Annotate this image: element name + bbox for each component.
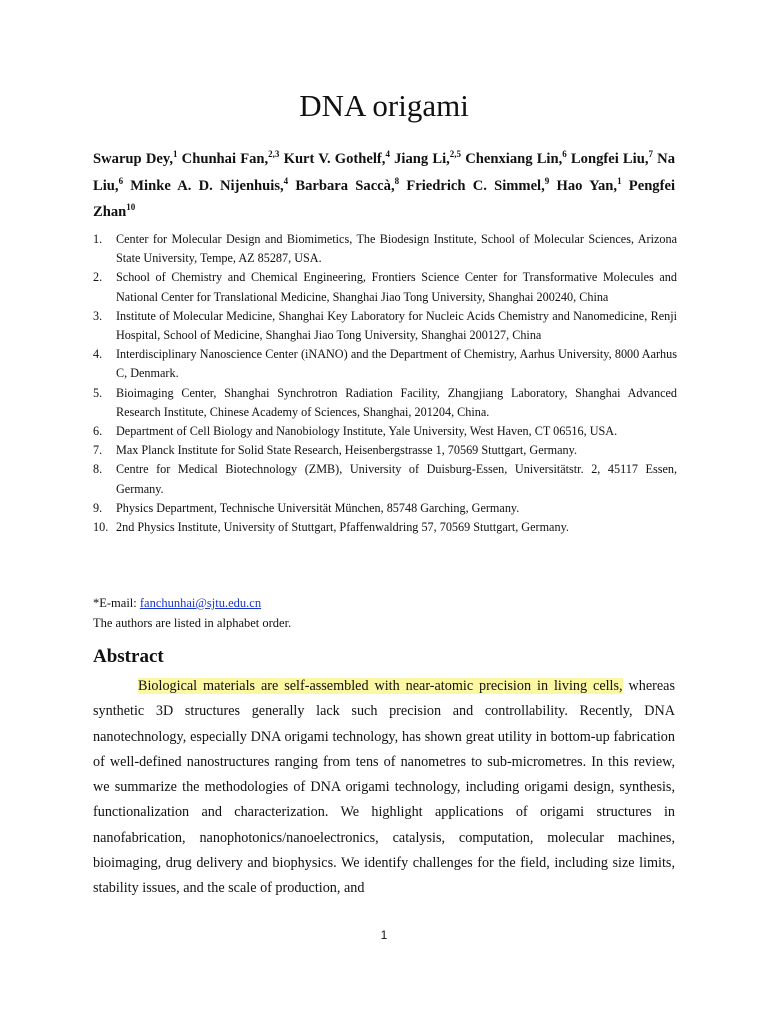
affiliation-item: 3. Institute of Molecular Medicine, Shanghai Key Laboratory for Nucleic Acids Chemistry and Nanomedicine, Renji Hospital, School of Medicine, Shanghai Jiao Tong University, Shanghai 200127, China bbox=[93, 308, 677, 343]
highlighted-sentence: Biological materials are self-assembled with near-atomic precision in living cells, bbox=[138, 678, 623, 694]
email-label: *E-mail: bbox=[93, 596, 140, 610]
author-order-note: The authors are listed in alphabet order. bbox=[93, 615, 292, 630]
author: Swarup Dey,$^1$ bbox=[93, 149, 178, 167]
author: Pengfei Zhan$^{10}$ bbox=[93, 177, 675, 220]
affiliation-item: 4. Interdisciplinary Nanoscience Center (iNANO) and the Department of Chemistry, Aarhus University, 8000 Aarhus C, Denmark. bbox=[93, 347, 677, 381]
affiliation-list bbox=[93, 230, 677, 537]
affiliation-item: 8. Centre for Medical Biotechnology (ZMB), University of Duisburg-Essen, Universitätstr. 2, 45117 Essen, Germany. bbox=[93, 462, 677, 496]
affiliation-item: 9. Physics Department, Technische Universität München, 85748 Garching, Germany. bbox=[93, 500, 520, 515]
author: Hao Yan,$^1$ bbox=[556, 175, 622, 194]
author: Longfei Liu,$^7$ bbox=[570, 149, 653, 167]
author: Na Liu,$^6$ bbox=[93, 151, 675, 194]
paper-title: DNA origami bbox=[299, 88, 469, 123]
email-line bbox=[93, 594, 677, 614]
email-link[interactable]: fanchunhai@sjtu.edu.cn bbox=[139, 596, 262, 610]
abstract-rest: whereas synthetic 3D structures generally lack such precision and controllability. Recently, DNA nanotechnology, especially DNA origami technology, has shown great utility in bottom-up fabrication of well-defined nanostructures ranging from tens of nanometres to sub-micrometres. In this review, we summarize the methodologies of DNA origami technology, including origami design, synthesis, functionalization and characterization. We highlight applications of origami structures in nanofabrication, nanophotonics/nanoelectronics, catalysis, computation, molecular machines, bioimaging, drug delivery and biophysics. We identify challenges for the field, including size limits, stability issues, and the scale of production, and bbox=[93, 678, 675, 897]
affiliation-item: 7. Max Planck Institute for Solid State Research, Heisenbergstrasse 1, 70569 Stuttgart, Germany. bbox=[93, 443, 577, 458]
author: Chunhai Fan,$^{2,3}$ bbox=[181, 149, 280, 167]
abstract-text bbox=[93, 674, 675, 902]
author: Jiang Li,$^{2,5}$ bbox=[394, 149, 462, 167]
author: Minke A. D. Nijenhuis,$^4$ bbox=[130, 175, 289, 194]
affiliation-item: 5. Bioimaging Center, Shanghai Synchrotron Radiation Facility, Zhangjiang Laboratory, Shanghai Advanced Research Institute, Chinese Academy of Sciences, Shanghai, 201204, China. bbox=[93, 385, 677, 419]
affiliation-item: 6. Department of Cell Biology and Nanobiology Institute, Yale University, West Haven, CT 06516, USA. bbox=[93, 424, 618, 439]
affiliation-item: 1. Center for Molecular Design and Biomimetics, The Biodesign Institute, School of Molecular Sciences, Arizona State University, Tempe, AZ 85287, USA. bbox=[93, 232, 677, 266]
author: Friedrich C. Simmel,$^9$ bbox=[406, 175, 550, 194]
author-list bbox=[93, 146, 675, 226]
author: Barbara Saccà,$^8$ bbox=[295, 175, 400, 194]
page-number: 1 bbox=[380, 928, 388, 942]
affiliation-item: 2. School of Chemistry and Chemical Engineering, Frontiers Science Center for Transformative Molecules and National Center for Translational Medicine, Shanghai Jiao Tong University, Shanghai 200240, China bbox=[93, 270, 677, 304]
contact-block bbox=[93, 594, 677, 633]
abstract-heading: Abstract bbox=[93, 646, 164, 667]
author: Chenxiang Lin,$^6$ bbox=[465, 149, 567, 167]
author: Kurt V. Gothelf,$^4$ bbox=[283, 149, 390, 167]
affiliation-item: 10. 2nd Physics Institute, University of Stuttgart, Pfaffenwaldring 57, 70569 Stuttgart, Germany. bbox=[93, 520, 569, 535]
